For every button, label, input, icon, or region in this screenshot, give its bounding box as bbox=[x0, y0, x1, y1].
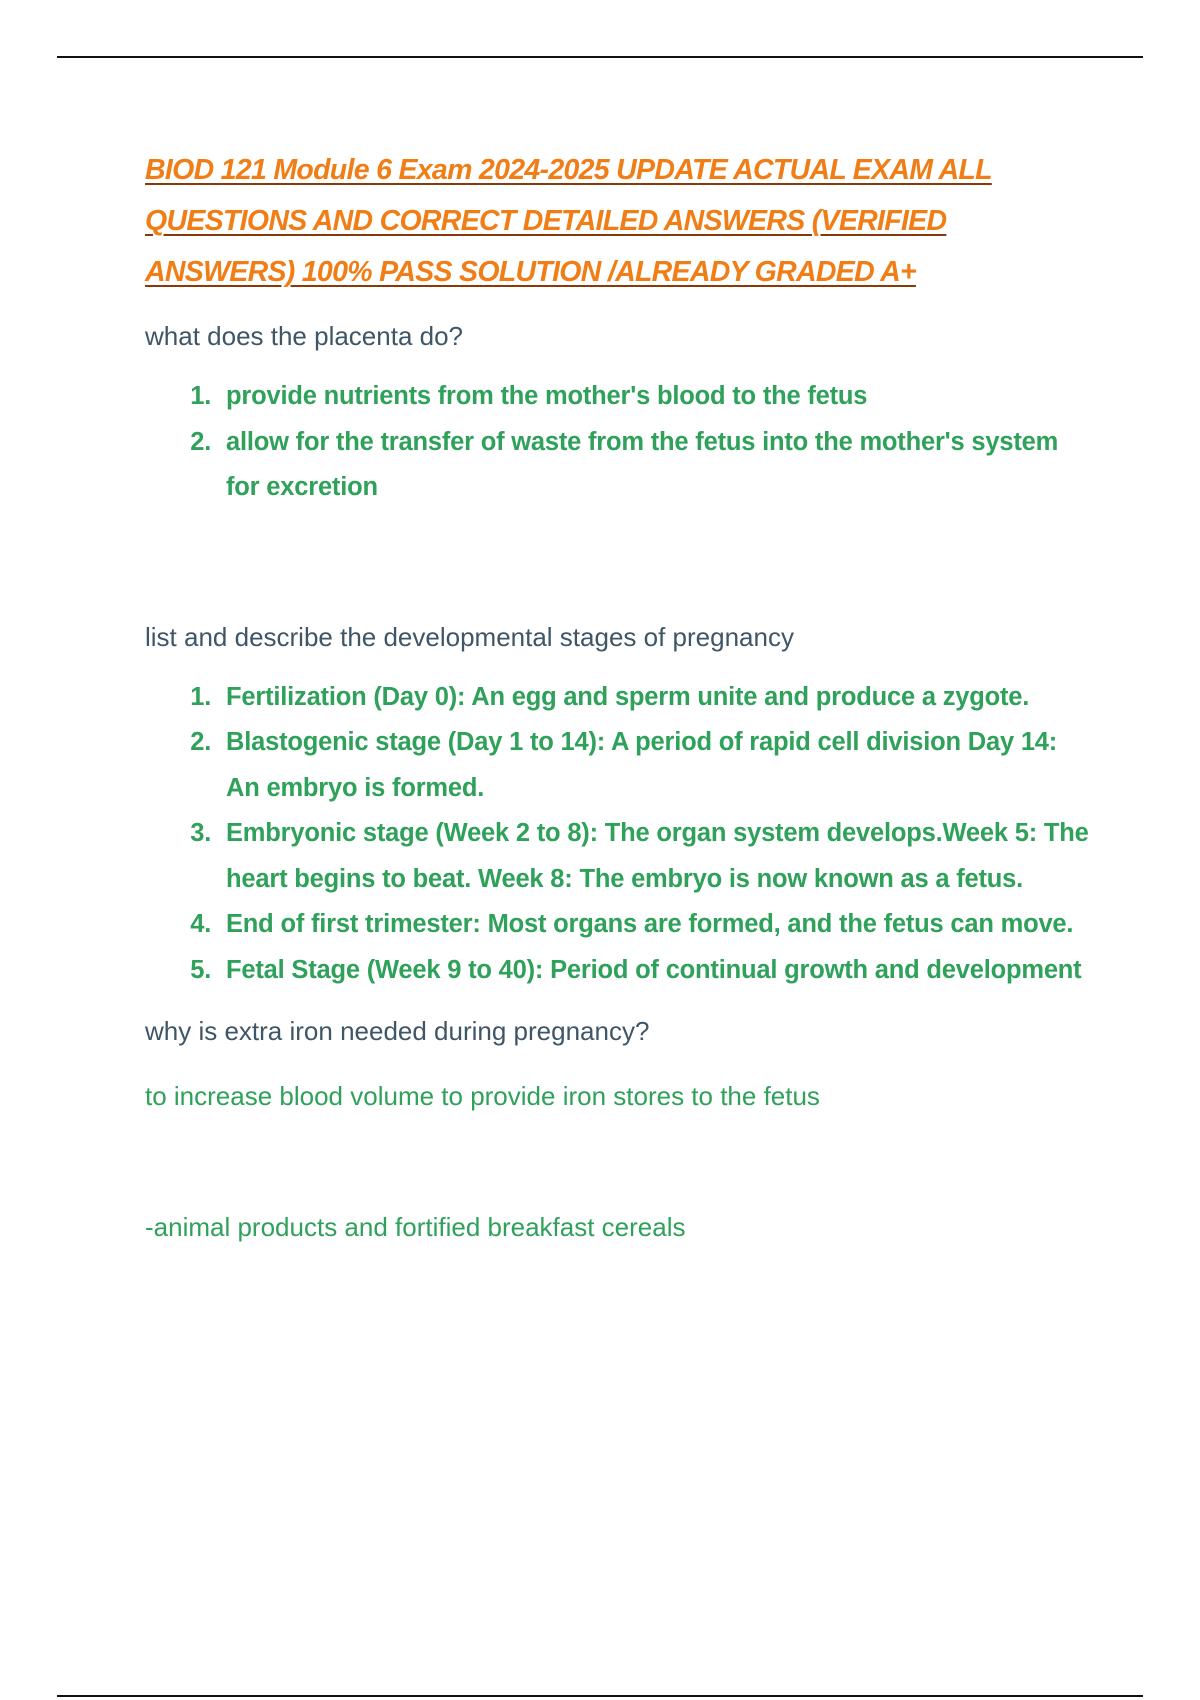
list-item: 3. Embryonic stage (Week 2 to 8): The organ system develops.Week 5: The heart begins to beat. Week 8: The embryo is now known as a fetus. bbox=[218, 811, 1090, 902]
question-extra-iron: why is extra iron needed during pregnancy? bbox=[145, 1016, 650, 1046]
answer-list-stages bbox=[145, 675, 1090, 994]
list-item: 2. Blastogenic stage (Day 1 to 14): A period of rapid cell division Day 14: An embryo is formed. bbox=[218, 720, 1090, 811]
list-item: 5. Fetal Stage (Week 9 to 40): Period of continual growth and development bbox=[218, 948, 1090, 994]
document-body bbox=[145, 145, 1090, 1247]
answer-iron-sources: -animal products and fortified breakfast cereals bbox=[145, 1212, 686, 1242]
question-placenta: what does the placenta do? bbox=[145, 321, 464, 351]
list-item: 1. provide nutrients from the mother's blood to the fetus bbox=[218, 374, 1090, 420]
answer-extra-iron: to increase blood volume to provide iron stores to the fetus bbox=[145, 1081, 820, 1111]
answer-list-placenta bbox=[145, 374, 1090, 511]
list-item: 4. End of first trimester: Most organs are formed, and the fetus can move. bbox=[218, 902, 1090, 948]
question-developmental-stages: list and describe the developmental stages of pregnancy bbox=[145, 621, 794, 652]
footer-rule bbox=[57, 1695, 1143, 1697]
list-item: 2. allow for the transfer of waste from the fetus into the mother's system for excretion bbox=[218, 420, 1090, 511]
document-title: BIOD 121 Module 6 Exam 2024-2025 UPDATE ACTUAL EXAM ALL QUESTIONS AND CORRECT DETAILED ANSWERS (VERIFIED ANSWERS) 100% PASS SOLUTION /ALREADY GRADED A+ bbox=[145, 154, 992, 288]
header-rule bbox=[57, 56, 1143, 58]
list-item: 1. Fertilization (Day 0): An egg and sperm unite and produce a zygote. bbox=[218, 675, 1090, 721]
